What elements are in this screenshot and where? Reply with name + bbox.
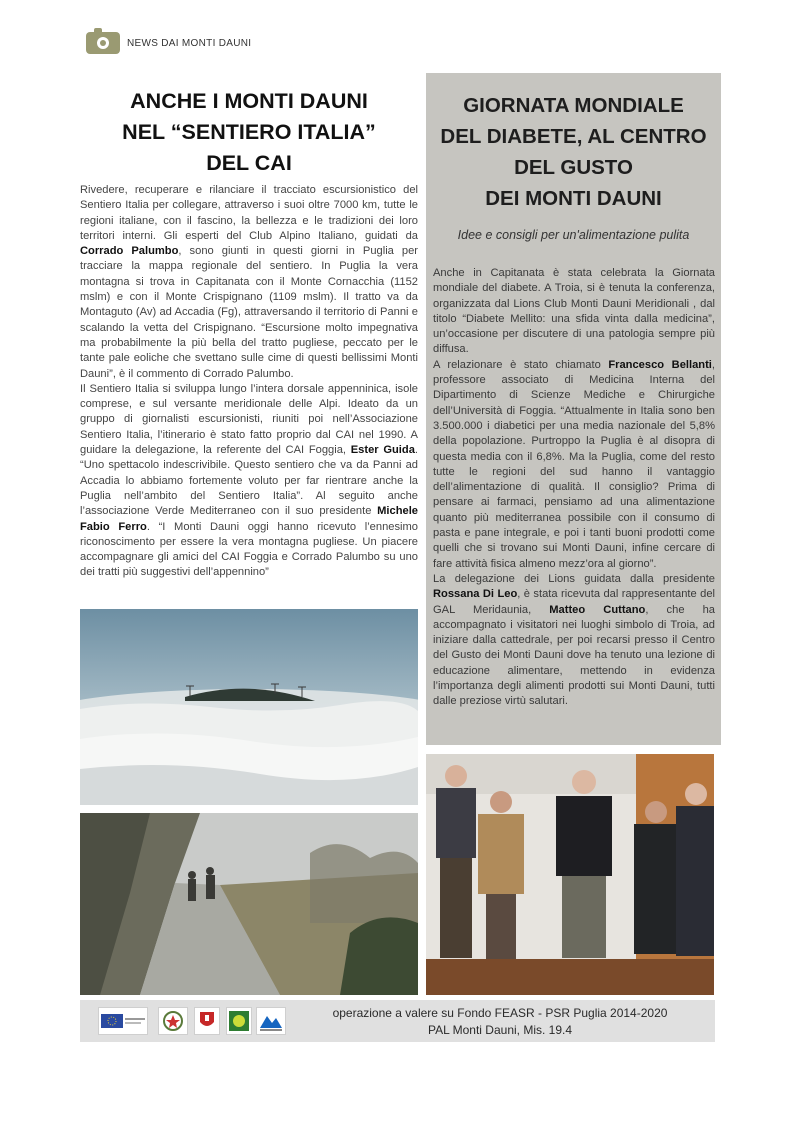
left-article-body	[80, 183, 418, 581]
regione-puglia-logo	[194, 1007, 220, 1035]
title-line: DEI MONTI DAUNI	[485, 187, 662, 210]
person-name: Matteo Cuttano	[549, 603, 646, 616]
title-line: NEL “SENTIERO ITALIA”	[122, 120, 376, 144]
text-span: A relazionare è stato chiamato	[433, 358, 609, 371]
paragraph: Anche in Capitanata è stata celebrata la Giornata mondiale del diabete. A Troia, si è tenuta la conferenza, organizzata dal Lions Club Monti Dauni Meridionali , dal titolo “Diabete Mellito: una sfida vinta dalla medicina”, un’occasione per discutere di una patologia sempre più diffusa.	[433, 267, 715, 356]
text-span: , sono giunti in questi giorni in Puglia per tracciare la mappa regionale del sentiero. In Puglia la vera montagna si trova in Capitanata con il Monte Cornacchia (1152 mslm) e con il Monte Crispignano (1109 mslm). Il tratto va da Montaguto (Av) ad Accadia (Fg), attraversando il territorio di Panni e scalando la vetta del Crispignano. “Escursione molto impegnativa ma probabilmente la più bella del tratto pugliese, peccato per le tante pale eoliche che svettano sulle cime di questi bellissimi Monti Dauni”, è il commento di Corrado Palumbo.	[80, 245, 419, 380]
camera-icon	[86, 32, 120, 54]
text-span: . “Uno spettacolo indescrivibile. Questo sentiero che va da Panni ad Accadia lo abbiamo fortemente voluto per far rientrare anche la Puglia nell’ambito del Sentiero Italia”. Al seguito anche l’associazione Verde Mediterraneo con il suo presidente	[80, 444, 419, 518]
person-name: Rossana Di Leo	[433, 588, 518, 601]
right-article-title	[426, 90, 721, 214]
text-span: Rivedere, recuperare e rilanciare il tracciato escursionistico del Sentiero Italia per collegare, attraverso i suoi oltre 7000 km, tutte le regioni italiane, con il fascino, la bellezza e le tradizioni dei loro territori interni. Gli esperti del Club Alpino Italiano, guidati da	[80, 184, 418, 242]
person-name: Michele Fabio Ferro	[80, 505, 418, 533]
italian-republic-emblem-logo	[158, 1007, 188, 1035]
text-span: , è stata ricevuta dal rappresentante del GAL Meridaunia,	[433, 588, 716, 616]
paragraph	[433, 572, 715, 710]
right-article-body	[433, 266, 715, 710]
person-name: Ester Guida	[350, 444, 415, 457]
left-article-title	[80, 86, 418, 179]
photo-mountain-above-clouds	[80, 609, 418, 805]
photo-foggy-path-hikers	[80, 813, 418, 995]
footer-line: operazione a valere su Fondo FEASR - PSR Puglia 2014-2020	[332, 1006, 668, 1020]
right-article-subtitle: Idee e consigli per un'alimentazione pulita	[457, 228, 690, 242]
text-span: , professore associato di Medicina Interna del Dipartimento di Scienze Mediche e Chirurgiche dell’Università di Foggia. “Attualmente in Italia sono ben 3.500.000 i diabetici per una media nazionale del 5,8% della popolazione. Purtroppo la Puglia è al disopra di questa media con il 6,8%. Ma la Puglia, come del resto tutte le regioni del sud hanno il vantaggio dell’alimentazione di qualità. Il consiglio? Prima di pensare ai farmaci, pensiamo ad una alimentazione quanto più mediterranea possibile con il consumo di pasta e pane integrale, e poi i tanti buoni prodotti come quelli che si trovano sui Monti Dauni, infine cercare di fare attività fisica almeno mezz’ora al giorno”.	[433, 358, 715, 570]
photo-conference-group	[426, 754, 714, 995]
eu-flag-logo	[98, 1007, 148, 1035]
title-line: ANCHE I MONTI DAUNI	[130, 89, 368, 113]
person-name: Francesco Bellanti	[608, 358, 712, 371]
text-span: , che ha accompagnato i visitatori nei luoghi simbolo di Troia, ad iniziare dalla cattedrale, per poi recarsi presso il Centro del Gusto dei Monti Dauni dove ha tenuto una lezione di educazione alimentare, mettendo in evidenza l’importanza degli alimenti prodotti sui Monti Dauni, tutti dalle preziose virtù salutari.	[433, 603, 715, 708]
section-label: NEWS DAI MONTI DAUNI	[127, 38, 252, 49]
text-span: . “I Monti Dauni oggi hanno ricevuto l’ennesimo riconoscimento per essere la vera montagna pugliese. Un piacere accompagnare gli amici del CAI Foggia e Corrado Palumbo su uno dei tratti più suggestivi dell’appennino”	[80, 520, 418, 579]
paragraph	[80, 183, 418, 382]
text-span: Il Sentiero Italia si sviluppa lungo l’intera dorsale appenninica, isole comprese, e sul versante meridionale delle Alpi. Ideato da un gruppo di giornalisti escursionisti, riuniti poi nell’Associazione Sentiero Italia, l’itinerario è stato fatto proprio dal CAI nel 1990. A guidare la delegazione, la referente del CAI Foggia,	[80, 382, 418, 457]
footer-line: PAL Monti Dauni, Mis. 19.4	[427, 1022, 573, 1037]
title-line: DEL DIABETE, AL CENTRO	[440, 125, 707, 148]
psr-puglia-logo	[256, 1007, 286, 1035]
title-line: DEL GUSTO	[514, 156, 633, 179]
title-line: GIORNATA MONDIALE	[463, 94, 684, 117]
paragraph	[80, 382, 418, 581]
text-span: La delegazione dei Lions guidata dalla presidente	[433, 572, 715, 585]
footer-funding-text	[300, 1005, 700, 1038]
person-name: Corrado Palumbo	[80, 245, 179, 258]
title-line: DEL CAI	[206, 151, 292, 175]
leader-logo	[226, 1007, 252, 1035]
paragraph	[433, 358, 715, 572]
